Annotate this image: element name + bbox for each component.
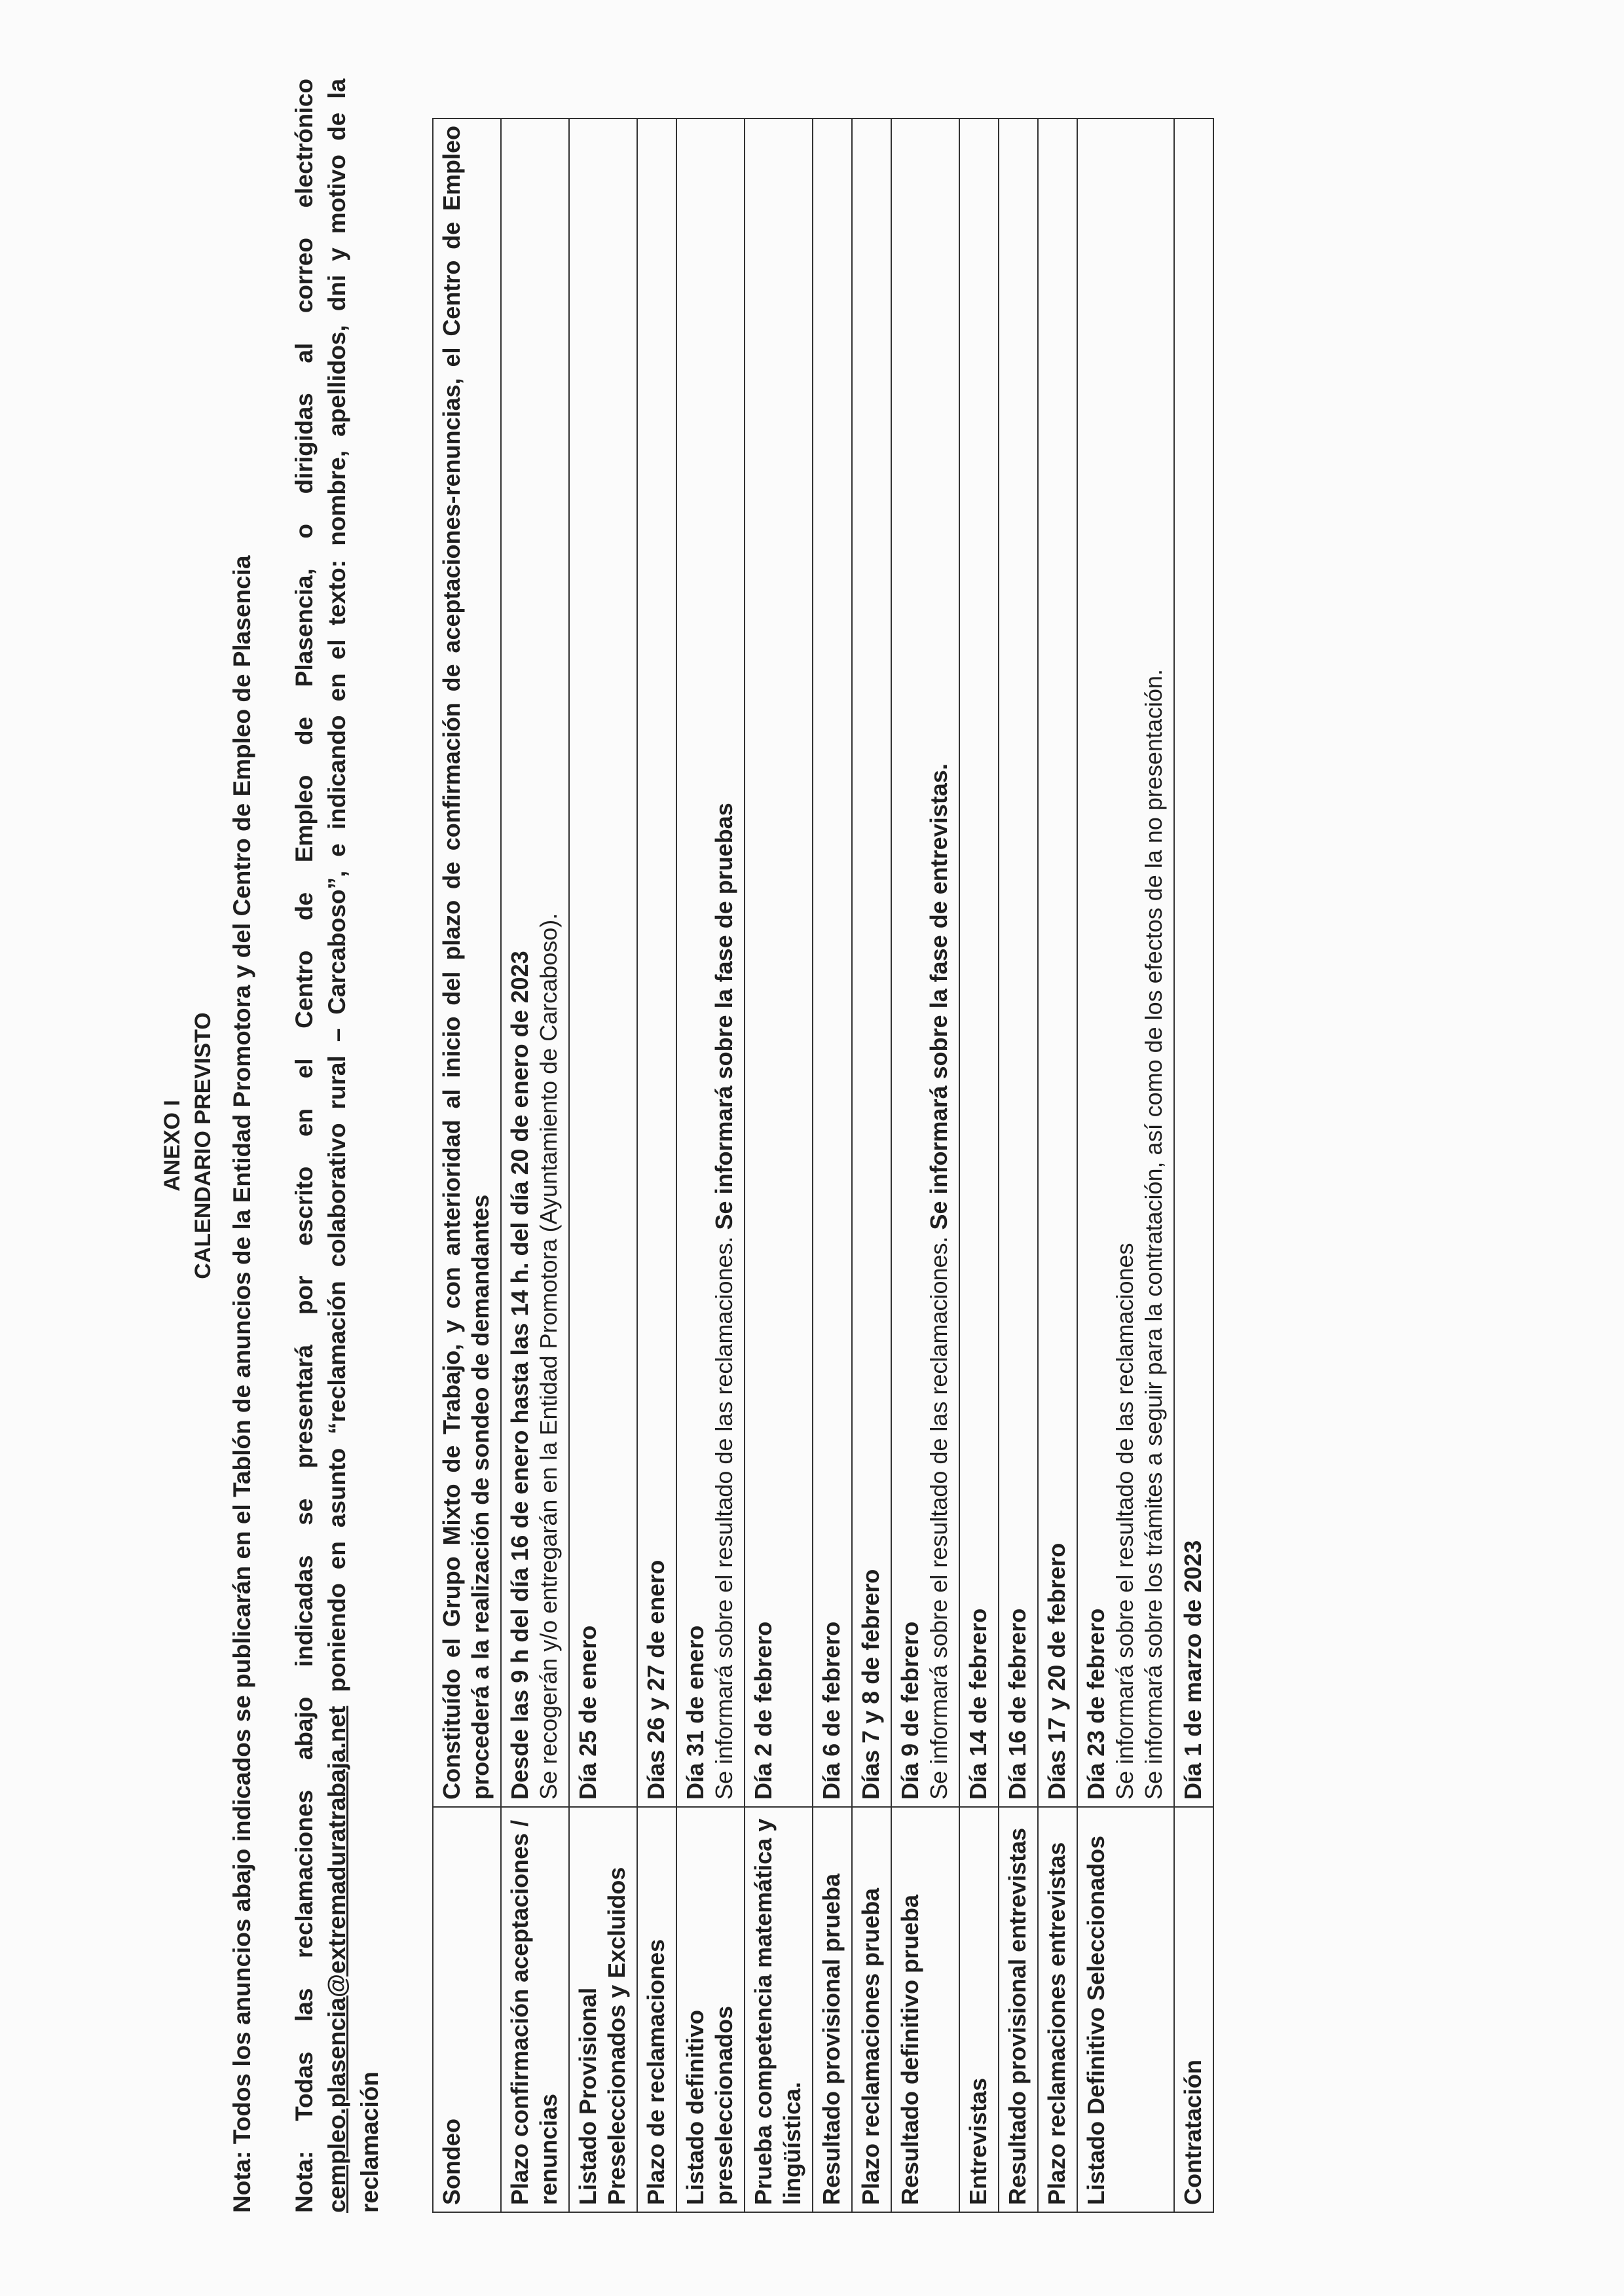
date-line: Días 17 y 20 de febrero	[1043, 1542, 1070, 1800]
claims-email-link[interactable]: cempleo.plasencia@extremaduratrabaja.net	[323, 1705, 350, 2213]
date-line: Día 9 de febrero	[896, 1621, 923, 1800]
table-row	[1077, 118, 1174, 2212]
date-cell	[999, 118, 1038, 1807]
detail-bold-text: Se informará sobre la fase de pruebas	[710, 803, 737, 1230]
phase-cell: Resultado provisional prueba	[813, 1807, 852, 2212]
table-row	[1174, 118, 1213, 2212]
table-row	[959, 118, 999, 2212]
rotated-page-content	[157, 79, 1598, 2213]
date-cell	[569, 118, 637, 1807]
date-cell	[676, 118, 745, 1807]
phase-cell: Prueba competencia matemática y lingüística.	[745, 1807, 813, 2212]
detail-line: Se recogerán y/o entregarán en la Entidad Promotora (Ayuntamiento de Carcaboso).	[535, 913, 562, 1800]
date-line: Día 2 de febrero	[750, 1621, 777, 1800]
date-cell	[745, 118, 813, 1807]
document-heading	[157, 79, 219, 2213]
phase-cell: Plazo reclamaciones entrevistas	[1038, 1807, 1077, 2212]
note-claims	[288, 79, 386, 2213]
detail-bold-text: Se informará sobre la fase de entrevistas.	[925, 763, 952, 1230]
date-cell	[433, 118, 501, 1807]
date-cell	[891, 118, 959, 1807]
detail-line	[710, 126, 739, 1800]
table-row	[433, 118, 501, 2212]
phase-cell: Plazo confirmación aceptaciones / renuncias	[501, 1807, 569, 2212]
phase-cell: Resultado definitivo prueba	[891, 1807, 959, 2212]
note-claims-text-start: Nota: Todas las reclamaciones abajo indicadas se presentará por escrito en el Centro de Empleo de Plasencia, o dirigidas al correo electrónico	[291, 79, 318, 2213]
date-line: Día 14 de febrero	[965, 1608, 991, 1800]
phase-cell: Plazo de reclamaciones	[637, 1807, 676, 2212]
phase-cell: Contratación	[1174, 1807, 1213, 2212]
table-row	[745, 118, 813, 2212]
table-row	[501, 118, 569, 2212]
phase-cell: Resultado provisional entrevistas	[999, 1807, 1038, 2212]
detail-line	[925, 126, 953, 1800]
date-cell	[501, 118, 569, 1807]
annex-title: ANEXO I	[160, 1100, 185, 1192]
table-row	[999, 118, 1038, 2212]
note-announcements: Nota: Todos los anuncios abajo indicados se publicarán en el Tablón de anuncios de la Entidad Promotora y del Centro de Empleo de Plasencia	[229, 555, 255, 2213]
detail-text: Se informará sobre el resultado de las reclamaciones.	[710, 1230, 737, 1800]
date-cell	[959, 118, 999, 1807]
date-line: Día 1 de marzo de 2023	[1179, 1540, 1206, 1800]
phase-cell: Sondeo	[433, 1807, 501, 2212]
date-line: Días 26 y 27 de enero	[642, 1559, 669, 1800]
date-line: Constituído el Grupo Mixto de Trabajo, y con anterioridad al inicio del plazo de confirmación de aceptaciones-renuncias, el Centro de Empleo procederá a la realización de sondeo de demandantes	[438, 126, 494, 1800]
table-row	[852, 118, 891, 2212]
date-line: Día 23 de febrero	[1082, 1608, 1109, 1800]
table-row	[637, 118, 676, 2212]
table-row	[891, 118, 959, 2212]
phase-cell: Listado Provisional Preseleccionados y Excluidos	[569, 1807, 637, 2212]
date-line: Días 7 y 8 de febrero	[857, 1569, 884, 1800]
date-line: Día 6 de febrero	[818, 1621, 845, 1800]
date-line: Día 16 de febrero	[1004, 1608, 1031, 1800]
date-line: Día 25 de enero	[574, 1625, 601, 1800]
detail-text: Se informará sobre el resultado de las reclamaciones.	[925, 1230, 952, 1800]
table-row	[813, 118, 852, 2212]
date-cell	[637, 118, 676, 1807]
date-cell	[1174, 118, 1213, 1807]
annex-subtitle: CALENDARIO PREVISTO	[191, 1012, 215, 1279]
note-claims-text-end: poniendo en asunto “reclamación colaborativo rural – Carcaboso”, e indicando en el texto: nombre, apellidos, dni y motivo de la reclamación	[323, 79, 383, 2213]
phase-cell: Entrevistas	[959, 1807, 999, 2212]
table-row	[569, 118, 637, 2212]
detail-line: Se informará sobre el resultado de las reclamaciones	[1111, 1243, 1138, 1800]
phase-cell: Plazo reclamaciones prueba	[852, 1807, 891, 2212]
phase-cell: Listado Definitivo Seleccionados	[1077, 1807, 1174, 2212]
phase-cell: Listado definitivo preseleccionados	[676, 1807, 745, 2212]
detail-line: Se informará sobre los trámites a seguir para la contratación, así como de los efectos de la no presentación.	[1140, 668, 1167, 1800]
calendar-table	[432, 118, 1214, 2213]
table-row	[1038, 118, 1077, 2212]
date-cell	[813, 118, 852, 1807]
date-line: Desde las 9 h del día 16 de enero hasta las 14 h. del día 20 de enero de 2023	[506, 951, 533, 1800]
date-line: Día 31 de enero	[682, 1625, 709, 1800]
table-row	[676, 118, 745, 2212]
date-cell	[1077, 118, 1174, 1807]
date-cell	[1038, 118, 1077, 1807]
date-cell	[852, 118, 891, 1807]
